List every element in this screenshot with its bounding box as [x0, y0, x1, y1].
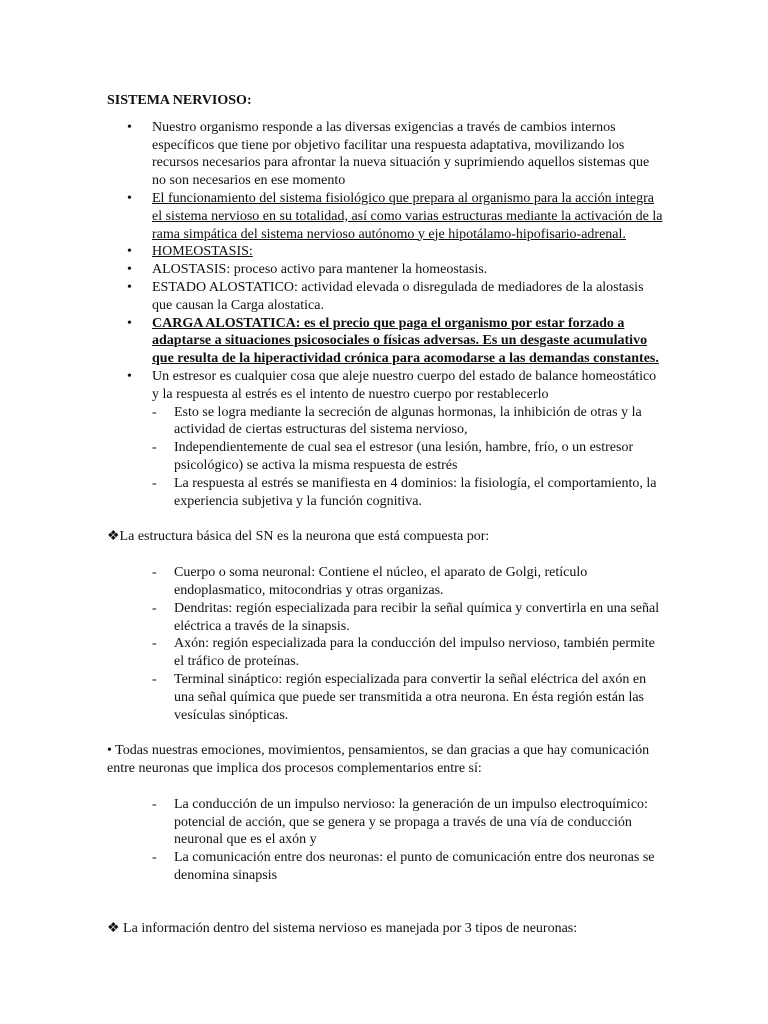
dash-item — [152, 475, 663, 511]
bullet-icon: • — [127, 368, 132, 384]
dash-icon: - — [152, 440, 157, 456]
bullet-icon: • — [127, 315, 132, 331]
bullet-icon: • — [127, 244, 132, 260]
bullet-text: ESTADO ALOSTATICO: actividad elevada o disregulada de mediadores de la alostasis que causan la Carga alostatica. — [152, 279, 644, 313]
bullet-text: HOMEOSTASIS: — [152, 244, 253, 260]
bullet-item-estado-alostatico — [107, 279, 663, 315]
bullet-icon: • — [127, 119, 132, 135]
bullet-item-homeostasis — [107, 243, 663, 261]
main-bullet-list — [107, 119, 663, 511]
dash-icon: - — [152, 475, 157, 491]
dash-item — [152, 600, 663, 636]
document-title: SISTEMA NERVIOSO: — [107, 93, 252, 108]
document-page — [107, 92, 663, 938]
dash-text: La conducción de un impulso nervioso: la generación de un impulso electroquímico: potencial de acción, que se genera y se propaga a través de una vía de conducción neuronal que es el axón y — [174, 796, 648, 848]
dash-item — [152, 796, 663, 849]
dash-icon: - — [152, 796, 157, 812]
neuron-intro: ❖La estructura básica del SN es la neurona que está compuesta por: — [107, 529, 490, 545]
dash-text: Axón: región especializada para la conducción del impulso nervioso, también permite el tráfico de proteínas. — [174, 636, 655, 670]
dash-icon: - — [152, 600, 157, 616]
dash-text: Dendritas: región especializada para recibir la señal química y convertirla en una señal eléctrica a través de la sinapsis. — [174, 600, 660, 634]
dash-icon: - — [152, 565, 157, 581]
bullet-icon: • — [127, 262, 132, 278]
dash-item — [152, 849, 663, 885]
bullet-text: Nuestro organismo responde a las diversas exigencias a través de cambios internos específicos que tiene por objetivo facilitar una respuesta adaptativa, movilizando los recursos necesarios para afrontar la nueva situación y suprimiendo aquellos sistemas que no son necesarios en ese momento — [152, 119, 650, 189]
bullet-text: El funcionamiento del sistema fisiológico que prepara al organismo para la acción integra el sistema nervioso en su totalidad, así como varias estructuras mediante la activación de la rama simpática del sistema nervioso autónomo y eje hipotálamo-hipofisario-adrenal. — [152, 190, 663, 242]
bullet-icon: • — [127, 279, 132, 295]
bullet-item-estresor — [107, 368, 663, 510]
dash-item — [152, 671, 663, 724]
dash-icon: - — [152, 850, 157, 866]
bullet-item-organismo — [107, 119, 663, 190]
neuron-types-line: ❖ La información dentro del sistema nervioso es manejada por 3 tipos de neuronas: — [107, 920, 578, 936]
dash-text: Cuerpo o soma neuronal: Contiene el núcleo, el aparato de Golgi, retículo endoplasmatico, mitocondrias y otras organizas. — [174, 565, 588, 598]
dash-item — [152, 564, 663, 600]
bullet-icon: • — [127, 190, 132, 206]
communication-intro: • Todas nuestras emociones, movimientos, pensamientos, se dan gracias a que hay comunicación entre neuronas que implica dos procesos complementarios entre sí: — [107, 743, 650, 777]
neuron-parts-list — [152, 564, 663, 724]
bullet-item-funcionamiento — [107, 190, 663, 243]
bullet-text: ALOSTASIS: proceso activo para mantener la homeostasis. — [152, 262, 488, 278]
stressor-dash-list — [152, 404, 663, 511]
dash-item — [152, 404, 663, 440]
bullet-text: CARGA ALOSTATICA: es el precio que paga el organismo por estar forzado a adaptarse a situaciones psicosociales o físicas adversas. Es un desgaste acumulativo que resulta de la hiperactividad crónica para acomodarse a las demandas constantes. — [152, 315, 659, 367]
dash-item — [152, 439, 663, 475]
dash-text: La comunicación entre dos neuronas: el punto de comunicación entre dos neuronas se denomina sinapsis — [174, 850, 655, 884]
bullet-text: Un estresor es cualquier cosa que aleje nuestro cuerpo del estado de balance homeostático y la respuesta al estrés es el intento de nuestro cuerpo por restablecerlo — [152, 368, 657, 402]
dash-icon: - — [152, 404, 157, 420]
dash-text: Independientemente de cual sea el estresor (una lesión, hambre, frío, o un estresor psicológico) se activa la misma respuesta de estrés — [174, 440, 634, 473]
bullet-item-alostasis — [107, 261, 663, 279]
communication-process-list — [152, 796, 663, 885]
dash-text: Esto se logra mediante la secreción de algunas hormonas, la inhibición de otras y la actividad de ciertas estructuras del sistema nervioso, — [174, 404, 642, 438]
dash-text: La respuesta al estrés se manifiesta en 4 dominios: la fisiología, el comportamiento, la experiencia subjetiva y la función cognitiva. — [174, 475, 657, 509]
dash-text: Terminal sináptico: región especializada para convertir la señal eléctrica del axón en una señal química que puede ser transmitida a otra neurona. En ésta región están las vesículas sinópticas. — [174, 671, 647, 723]
bullet-item-carga-alostatica — [107, 315, 663, 368]
dash-icon: - — [152, 636, 157, 652]
dash-icon: - — [152, 671, 157, 687]
dash-item — [152, 635, 663, 671]
